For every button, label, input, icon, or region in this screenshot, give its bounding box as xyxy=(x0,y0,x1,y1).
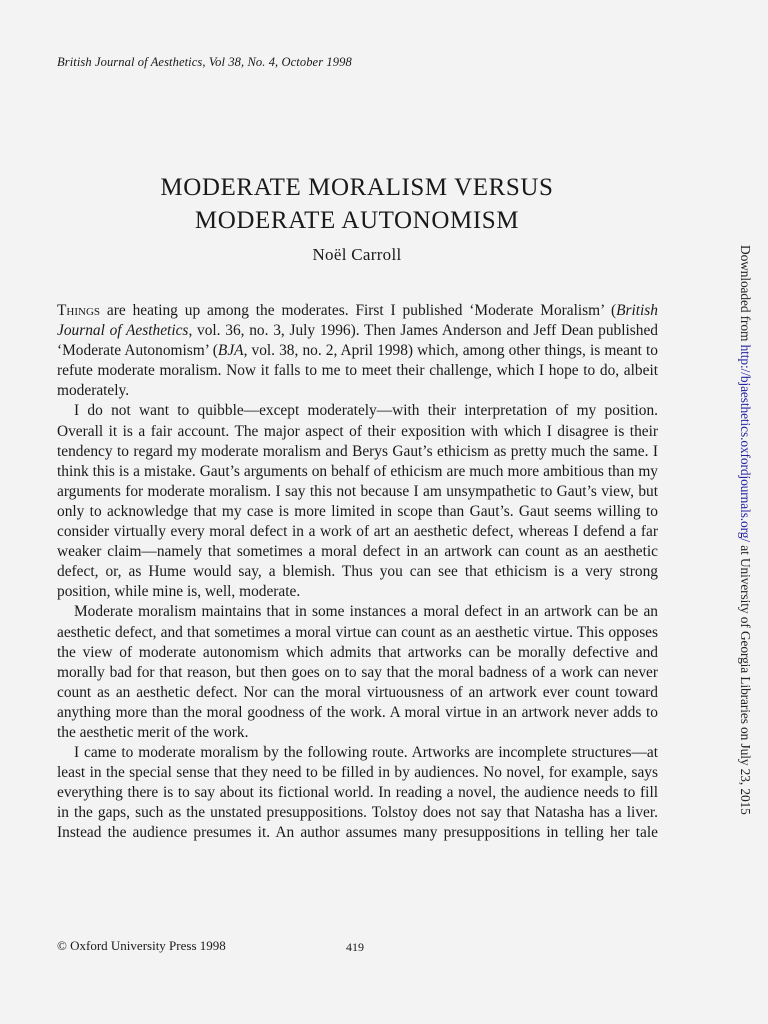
paragraph-1-journal-abbrev: BJA xyxy=(217,342,244,360)
download-watermark xyxy=(737,245,753,815)
paragraph-4: I came to moderate moralism by the following route. Artworks are incomplete structures—at least in the special sense that they need to be filled in by audiences. No novel, for example, says everything there is to say about its fictional world. In reading a novel, the audience needs to fill in the gaps, such as the unstated presuppositions. Tolstoy does not say that Natasha has a liver. Instead the audience presumes it. An author assumes many presuppositions in telling her tale xyxy=(57,744,658,842)
download-prefix: Downloaded from xyxy=(738,245,753,345)
download-suffix: at University of Georgia Libraries on July 23, 2015 xyxy=(738,542,753,815)
copyright-notice: © Oxford University Press 1998 xyxy=(57,938,226,953)
paragraph-1-text-a: are heating up among the moderates. First I published ‘Moderate Moralism’ ( xyxy=(100,302,617,319)
article-title-line-2: MODERATE AUTONOMISM xyxy=(194,207,520,234)
download-link[interactable]: http://bjaesthetics.oxfordjournals.org/ xyxy=(738,344,753,542)
article-body xyxy=(57,301,658,844)
page-number: 419 xyxy=(346,940,364,954)
paragraph-2: I do not want to quibble—except moderately—with their interpretation of my position. Overall it is a fair account. The major aspect of their exposition with which I disagree is their tendency to regard my moderate moralism and Berys Gaut’s ethicism as pretty much the same. I think this is a mistake. Gaut’s arguments on behalf of ethicism are much more ambitious than my arguments for moderate moralism. I say this not because I am unsympathetic to Gaut’s view, but only to acknowledge that my case is more limited in scope than Gaut’s. Gaut seems willing to consider virtually every moral defect in a work of art an aesthetic defect, whereas I defend a far weaker claim—namely that sometimes a moral defect in an artwork can count as an aesthetic defect, or, as Hume would say, a blemish. Thus you can see that ethicism is a very strong position, while mine is, well, moderate. xyxy=(57,402,658,601)
paragraph-1 xyxy=(57,301,658,401)
opening-small-caps: Things xyxy=(57,302,101,319)
paragraph-1-text-c: , vol. 38, no. 2, April 1998) which, among other things, is meant to refute moderate moralism. Now it falls to me to meet their challenge, which I hope to do, albeit moderately. xyxy=(57,342,658,400)
paragraph-1-text-b: , vol. 36, no. 3, July 1996). Then James Anderson and Jeff Dean published ‘Moderate Autonomism’ ( xyxy=(57,322,658,360)
journal-citation: British Journal of Aesthetics, Vol 38, No. 4, October 1998 xyxy=(57,55,352,69)
article-title-line-1: MODERATE MORALISM VERSUS xyxy=(160,174,554,201)
article-author: Noël Carroll xyxy=(312,245,402,264)
paragraph-3: Moderate moralism maintains that in some instances a moral defect in an artwork can be an aesthetic defect, and that sometimes a moral virtue can count as an aesthetic virtue. This opposes the view of moderate autonomism which admits that artworks can be morally defective and morally bad for that reason, but then goes on to say that the moral badness of a work can never count as an aesthetic defect. Nor can the moral virtuousness of an artwork ever count toward anything more than the moral goodness of the work. A moral virtue in an artwork never adds to the aesthetic merit of the work. xyxy=(57,603,658,741)
paragraph-1-journal-name: British Journal of Aesthetics xyxy=(57,302,658,340)
